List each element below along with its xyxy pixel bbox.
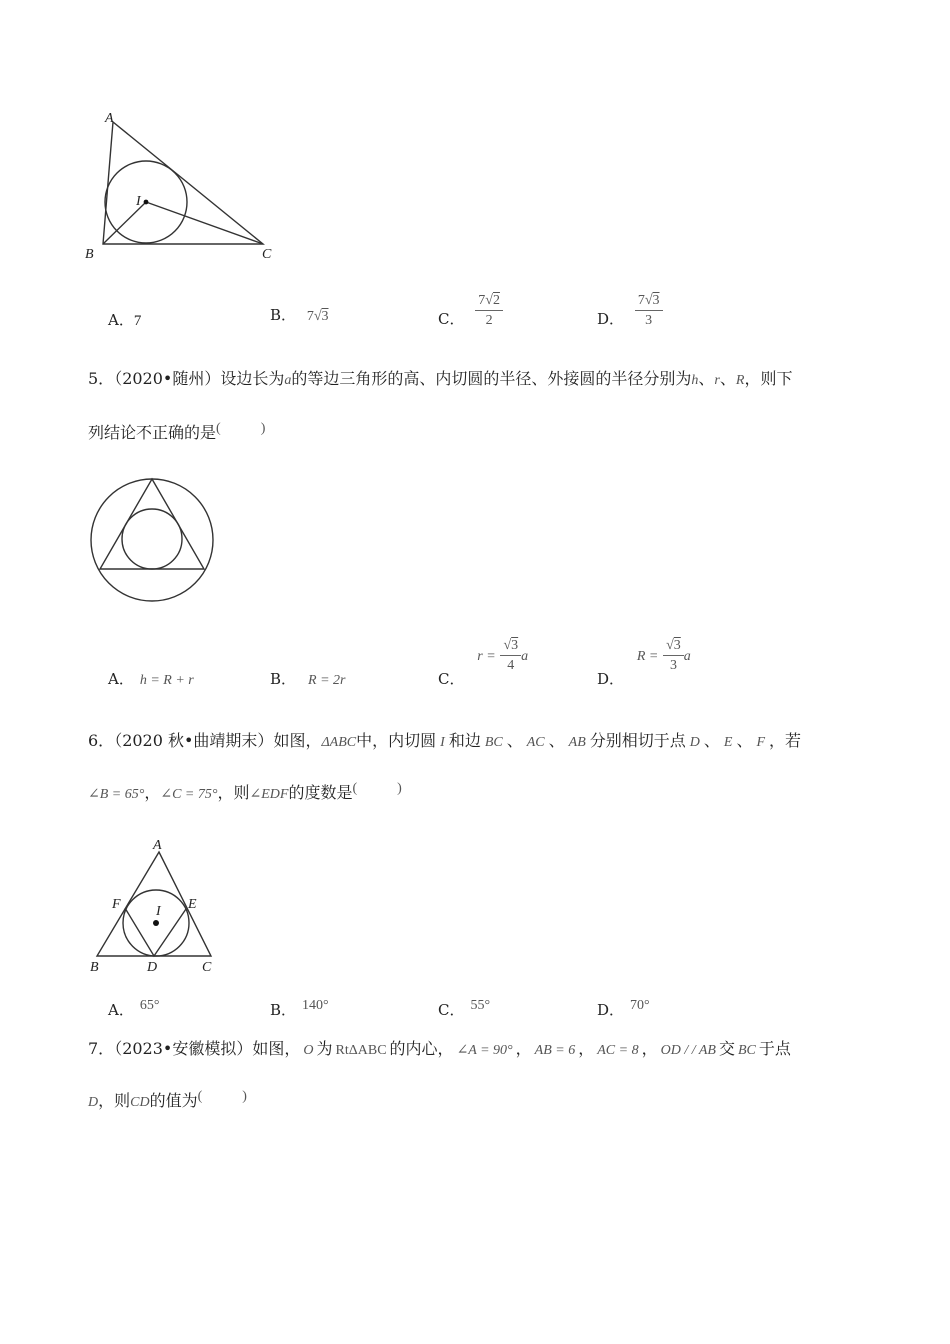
q4-option-c-fraction: $\frac{7√2}{2}$ <box>475 293 503 329</box>
q5-var-h: h <box>691 373 699 388</box>
q6-sep-1: 、 <box>506 731 523 750</box>
q5-option-d-letter: D． <box>597 670 625 688</box>
q6-option-d-value: 70° <box>630 998 650 1013</box>
q7-AB: AB = 6 <box>534 1043 576 1058</box>
q7-side-BC: BC <box>737 1043 756 1058</box>
q6-label-I: I <box>156 904 161 919</box>
q6-option-a-value: 65° <box>139 998 160 1013</box>
q7-text-1: 如图， <box>252 1039 301 1058</box>
q5-option-c-letter: C． <box>438 670 465 688</box>
q6-text-2: 中，内切圆 <box>356 731 437 750</box>
q6-angle-EDF: ∠EDF <box>249 787 289 802</box>
q7-comma-3: ， <box>641 1039 658 1058</box>
q4-option-a <box>108 309 141 330</box>
q5-text-2: 的等边三角形的高、内切圆的半径、外接圆的半径分别为 <box>291 369 692 388</box>
q6-label-B: B <box>90 960 99 974</box>
q5-option-c-lhs: r = <box>477 649 496 664</box>
q6-point-F: F <box>756 735 766 750</box>
q6-text-1: 如图， <box>273 731 322 750</box>
q5-option-a-expr: h = R + r <box>139 673 194 688</box>
q5-option-c-fraction: $\frac{√3}{4}$ <box>500 638 521 674</box>
q5-option-c-tail: a <box>521 649 529 664</box>
q6-text-4: 分别相切于点 <box>589 731 686 750</box>
q7-paren-close: ) <box>242 1089 247 1104</box>
q5-option-d-num: 3 <box>673 638 681 653</box>
q7-source: （2023•安徽模拟） <box>114 1039 253 1058</box>
q6-text-6: ，则 <box>217 783 250 802</box>
q6-source: （2020 秋•曲靖期末） <box>114 731 274 750</box>
q4-option-d-fraction: $\frac{7√3}{3}$ <box>635 293 663 329</box>
q6-label-F: F <box>112 897 121 912</box>
q4-option-d-den: 3 <box>645 313 653 328</box>
q4-option-b-letter: B． <box>270 306 297 324</box>
q7-text-3: 的内心， <box>389 1039 454 1058</box>
q6-var-I: I <box>440 735 445 750</box>
q5-option-c-num: 3 <box>511 638 519 653</box>
q5-option-c-den: 4 <box>507 658 515 673</box>
q5-option-d-tail: a <box>683 649 691 664</box>
q7-CD: CD <box>130 1095 150 1110</box>
q7-text-2: 为 <box>316 1039 333 1058</box>
q6-sep-2: 、 <box>548 731 565 750</box>
q7-OD-parallel-AB: OD / / AB <box>660 1043 716 1058</box>
q7-text-5: 于点 <box>758 1039 791 1058</box>
q5-option-b-expr: R = 2r <box>308 673 346 688</box>
q5-option-b <box>270 668 345 689</box>
q5-text-4: 列结论不正确的是 <box>88 423 217 442</box>
q4-option-c-num-rad: 2 <box>492 293 500 308</box>
q5-option-a-letter: A． <box>108 670 134 688</box>
q4-option-a-letter: A． <box>108 311 134 329</box>
q5-var-r: r <box>714 373 720 388</box>
q4-incenter-dot <box>144 200 149 205</box>
q5-incircle <box>122 509 182 569</box>
q6-number: 6． <box>88 731 115 750</box>
q6-option-b-letter: B． <box>270 1001 297 1019</box>
q4-option-c-letter: C． <box>438 310 465 328</box>
q6-option-a-letter: A． <box>108 1001 134 1019</box>
q7-stem-line2 <box>88 1088 247 1111</box>
q7-comma-1: ， <box>515 1039 532 1058</box>
q6-option-c-value: 55° <box>470 998 491 1013</box>
q4-option-d <box>597 280 663 329</box>
q5-option-b-letter: B． <box>270 670 297 688</box>
q5-stem-line2 <box>88 420 265 443</box>
q6-side-AC: AC <box>526 735 545 750</box>
q6-paren-close: ) <box>397 781 402 796</box>
q5-option-d <box>597 638 691 689</box>
q5-var-a: a <box>284 373 292 388</box>
q7-stem-line1 <box>88 1036 791 1059</box>
q6-point-D: D <box>689 735 700 750</box>
q5-equilateral-triangle <box>100 479 204 569</box>
q7-angle-A: ∠A = 90° <box>456 1043 513 1058</box>
q5-text-1: 设边长为 <box>220 369 285 388</box>
q5-stem-line1 <box>88 366 792 389</box>
q6-point-E: E <box>723 735 733 750</box>
q6-option-b <box>270 998 329 1020</box>
q4-option-b: B． 7√3 <box>270 306 329 324</box>
q6-sep-3: 、 <box>703 731 720 750</box>
q5-number: 5． <box>88 369 115 388</box>
q7-number: 7． <box>88 1039 115 1058</box>
q6-label-A: A <box>153 838 162 853</box>
q4-option-d-letter: D． <box>597 310 625 328</box>
q6-angle-C: ∠C = 75° <box>160 787 218 802</box>
q4-label-B: B <box>85 247 94 262</box>
q6-text-7: 的度数是 <box>288 783 353 802</box>
q4-option-d-num-coef: 7 <box>637 293 645 308</box>
q4-option-c-num-coef: 7 <box>478 293 486 308</box>
q6-incenter-dot <box>153 920 159 926</box>
q6-option-b-value: 140° <box>302 998 329 1013</box>
q7-AC: AC = 8 <box>597 1043 639 1058</box>
q5-paren-close: ) <box>260 421 266 436</box>
q4-label-I: I <box>136 194 141 209</box>
q6-option-d <box>597 998 650 1020</box>
q5-option-a <box>108 668 194 689</box>
q4-option-d-num-rad: 3 <box>652 293 660 308</box>
q6-label-C: C <box>202 960 212 974</box>
q6-angle-B: ∠B = 65° <box>88 787 145 802</box>
q6-figure <box>84 834 224 974</box>
q4-option-c-den: 2 <box>485 313 493 328</box>
q6-option-d-letter: D． <box>597 1001 625 1019</box>
q5-option-d-lhs: R = <box>636 649 659 664</box>
q7-paren-open: ( <box>197 1089 203 1104</box>
q7-text-4: 交 <box>718 1039 735 1058</box>
q6-stem-line2 <box>88 780 402 803</box>
q5-circumcircle <box>91 479 213 601</box>
q7-point-D: D <box>88 1095 99 1110</box>
q5-sep-2: 、 <box>719 369 736 388</box>
q5-source: （2020•随州） <box>114 369 221 388</box>
q7-triangle-name: RtΔABC <box>335 1043 387 1058</box>
q4-option-b-coef: 7 <box>306 309 314 324</box>
q4-label-C: C <box>262 247 272 262</box>
q5-text-3: ，则下 <box>744 369 793 388</box>
q6-paren-open: ( <box>352 781 358 796</box>
q6-sep-4: 、 <box>736 731 753 750</box>
q5-option-d-fraction: $\frac{√3}{3}$ <box>663 638 684 674</box>
q5-var-R: R <box>735 373 745 388</box>
q5-paren-open: ( <box>216 421 221 436</box>
q5-sep-1: 、 <box>698 369 715 388</box>
q6-option-c <box>438 998 490 1020</box>
q7-text-7: 的值为 <box>149 1091 198 1110</box>
q6-label-E: E <box>188 897 197 912</box>
q6-side-BC: BC <box>484 735 503 750</box>
q4-option-a-value: 7 <box>133 313 142 329</box>
q6-option-c-letter: C． <box>438 1001 465 1019</box>
q7-text-6: ，则 <box>98 1091 131 1110</box>
q6-triangle-name: ΔABC <box>321 735 357 750</box>
q6-stem-line1 <box>88 728 801 751</box>
q6-option-a <box>108 998 159 1020</box>
q5-figure <box>88 476 218 606</box>
q6-text-5: ，若 <box>769 731 802 750</box>
q6-side-AB: AB <box>568 735 586 750</box>
q6-comma-1: ， <box>144 783 161 802</box>
q4-segment-IC <box>146 202 263 244</box>
q4-option-c <box>438 280 503 329</box>
q4-option-b-radicand: 3 <box>321 309 329 324</box>
q5-option-c <box>438 638 528 689</box>
q6-text-3: 和边 <box>448 731 481 750</box>
q5-option-d-den: 3 <box>669 658 677 673</box>
q7-var-O: O <box>303 1043 314 1058</box>
q6-label-D: D <box>147 960 158 974</box>
q4-label-A: A <box>105 111 114 126</box>
q7-comma-2: ， <box>578 1039 595 1058</box>
q4-figure <box>80 108 290 270</box>
